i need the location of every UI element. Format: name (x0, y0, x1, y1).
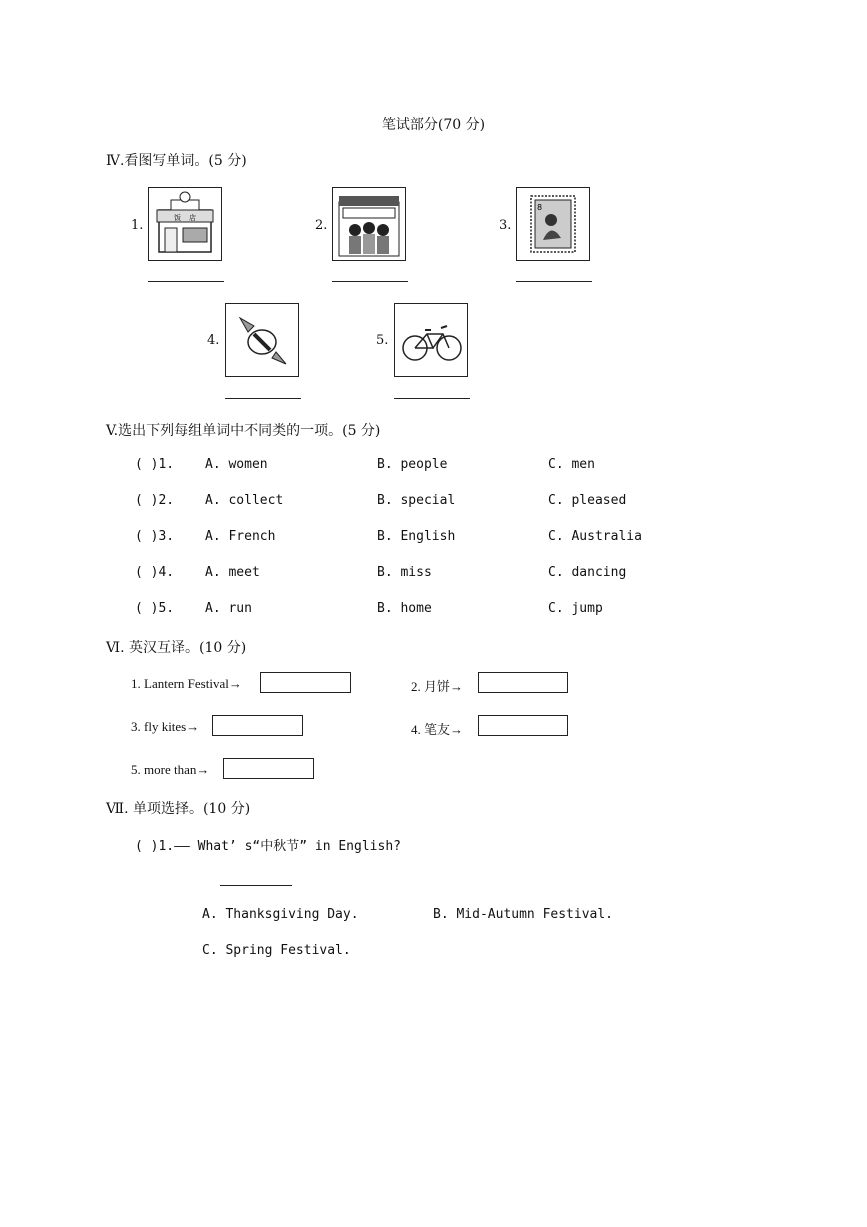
question-stem: ( )1.—— What’ s“中秋节” in English? (135, 839, 401, 854)
option-a[interactable]: A. run (205, 601, 252, 616)
option-c[interactable]: C. dancing (548, 565, 627, 580)
translate-label: 3. fly kites→ (131, 719, 200, 734)
answer-box[interactable] (212, 715, 303, 736)
candy-icon (225, 303, 299, 377)
item-number: 4. (207, 333, 220, 348)
svg-text:饭: 饭 (174, 214, 181, 222)
option-c[interactable]: C. Spring Festival. (202, 943, 351, 958)
option-a[interactable]: A. Thanksgiving Day. (202, 907, 359, 922)
section-6-heading: Ⅵ. 英汉互译。(10 分) (106, 640, 247, 656)
answer-box[interactable] (223, 758, 314, 779)
translate-label: 4. 笔友→ (411, 722, 464, 737)
answer-box[interactable] (260, 672, 351, 693)
answer-line[interactable] (225, 398, 301, 399)
option-b[interactable]: B. home (377, 601, 432, 616)
translate-label: 5. more than→ (131, 762, 210, 777)
option-b[interactable]: B. special (377, 493, 456, 508)
answer-line[interactable] (332, 281, 408, 282)
option-a[interactable]: A. meet (205, 565, 260, 580)
question-paren: ( )1. (135, 457, 175, 472)
answer-line[interactable] (516, 281, 592, 282)
shop-icon (148, 187, 222, 261)
svg-text:8: 8 (537, 203, 543, 212)
section-7-heading: Ⅶ. 单项选择。(10 分) (106, 801, 251, 817)
item-number: 2. (315, 218, 328, 233)
translate-label: 2. 月饼→ (411, 679, 464, 694)
item-number: 1. (131, 218, 144, 233)
translate-label: 1. Lantern Festival→ (131, 676, 242, 691)
svg-text:店: 店 (189, 214, 196, 222)
option-c[interactable]: C. Australia (548, 529, 642, 544)
item-number: 5. (376, 333, 389, 348)
question-paren: ( )5. (135, 601, 175, 616)
option-c[interactable]: C. men (548, 457, 595, 472)
question-paren: ( )3. (135, 529, 175, 544)
option-a[interactable]: A. French (205, 529, 276, 544)
answer-line[interactable] (148, 281, 224, 282)
bike-icon (394, 303, 468, 377)
answer-line[interactable] (394, 398, 470, 399)
option-b[interactable]: B. miss (377, 565, 432, 580)
answer-line[interactable] (220, 885, 292, 886)
option-c[interactable]: C. pleased (548, 493, 627, 508)
option-a[interactable]: A. women (205, 457, 268, 472)
option-b[interactable]: B. people (377, 457, 448, 472)
option-b[interactable]: B. Mid-Autumn Festival. (433, 907, 614, 922)
question-paren: ( )2. (135, 493, 175, 508)
cinema-icon (332, 187, 406, 261)
answer-box[interactable] (478, 672, 568, 693)
section-4-heading: Ⅳ.看图写单词。(5 分) (106, 153, 247, 169)
option-c[interactable]: C. jump (548, 601, 603, 616)
section-5-heading: V.选出下列每组单词中不同类的一项。(5 分) (106, 423, 381, 439)
question-paren: ( )4. (135, 565, 175, 580)
answer-box[interactable] (478, 715, 568, 736)
option-a[interactable]: A. collect (205, 493, 284, 508)
item-number: 3. (499, 218, 512, 233)
stamp-icon (516, 187, 590, 261)
page-title: 笔试部分(70 分) (381, 117, 486, 133)
option-b[interactable]: B. English (377, 529, 456, 544)
